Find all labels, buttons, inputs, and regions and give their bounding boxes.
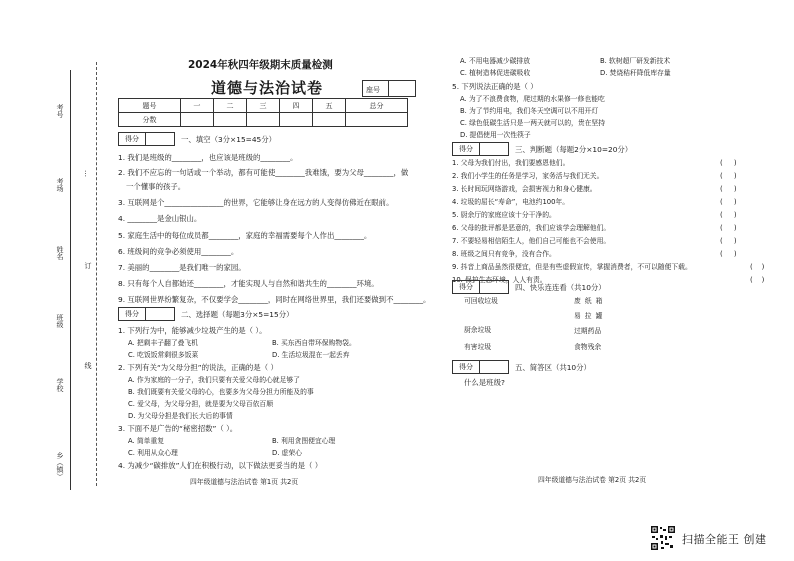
score-header: 四 (279, 99, 312, 113)
fill-blank-6: 6. 班级间的竞争必须使用________。 (118, 247, 239, 256)
binding-exam-id: 考号 (56, 104, 64, 118)
section-score-label: 得分 (118, 132, 146, 146)
section-title: 四、快乐连连看（共10分） (515, 282, 606, 292)
binding-exam-room: 考场 (56, 178, 64, 192)
fill-blank-9: 9. 互联网世界纷繁复杂，不仅要学会________，同时在网络世界里，我们还要做到不________。 (118, 295, 431, 304)
section-score-blank[interactable] (146, 307, 175, 321)
choice-q1-b[interactable]: B. 买东西自带环保购物袋。 (272, 339, 356, 347)
choice-q2: 2. 下列有关“为父母分担”的说法，正确的是（ ） (118, 363, 278, 372)
section1-header (118, 132, 276, 146)
choice-q5-a[interactable]: A. 为了不浪费食物，爬过期的水果修一修也能吃 (460, 95, 605, 103)
score-cell[interactable] (346, 113, 408, 127)
binding-name: 姓名 (56, 246, 64, 260)
score-header: 一 (180, 99, 213, 113)
judge-3: 3. 长时间玩网络游戏，会损害视力和身心健康。 (452, 185, 597, 193)
score-row-label: 分数 (119, 113, 181, 127)
score-cell[interactable] (180, 113, 213, 127)
fill-blank-8: 8. 只有每个人自都始还________，才能实现人与自然和谐共生的________环境。 (118, 279, 379, 288)
section-score-blank[interactable] (480, 280, 509, 294)
fill-blank-5: 5. 家庭生活中的每位成员都________，家庭的幸福需要每个人作出________。 (118, 231, 372, 240)
match-right-2[interactable]: 易拉罐 (574, 312, 607, 320)
judge-answer-1[interactable]: ( ) (720, 159, 737, 167)
binding-school: 学校 (56, 378, 64, 392)
judge-answer-10[interactable]: ( ) (750, 276, 765, 284)
choice-q1: 1. 下列行为中，能够减少垃圾产生的是（ ）。 (118, 326, 267, 335)
score-header: 三 (246, 99, 279, 113)
match-left-2[interactable]: 厨余垃圾 (464, 326, 492, 334)
short-answer-question: 什么是班级? (464, 378, 505, 387)
choice-q3: 3. 下面不是广告的“秘密招数”（ ）。 (118, 424, 238, 433)
judge-1: 1. 父母为我们付出，我们要感恩他们。 (452, 159, 570, 167)
choice-q3-d[interactable]: D. 虚荣心 (272, 449, 302, 457)
qr-code-icon (651, 526, 675, 550)
score-table (118, 98, 408, 127)
section-score-blank[interactable] (146, 132, 175, 146)
judge-8: 8. 班级之间只有竞争，没有合作。 (452, 250, 556, 258)
choice-q1-c[interactable]: C. 吃饭饭常剩很多饭菜 (128, 351, 199, 359)
section-score-blank[interactable] (480, 142, 509, 156)
section-score-label: 得分 (118, 307, 146, 321)
choice-q5: 5. 下列说法正确的是（ ） (452, 82, 538, 91)
section-score-label: 得分 (452, 280, 480, 294)
choice-q2-d[interactable]: D. 为父母分担是我们长大后的事情 (128, 412, 233, 420)
page1-footer: 四年级道德与法治试卷 第1页 共2页 (190, 478, 299, 486)
match-right-1[interactable]: 废纸箱 (574, 297, 607, 305)
judge-answer-4[interactable]: ( ) (720, 198, 737, 206)
fill-blank-4: 4. ________是金山银山。 (118, 214, 202, 223)
match-left-1[interactable]: 可回收垃圾 (464, 297, 498, 305)
choice-q1-d[interactable]: D. 生活垃圾混在一起丢弃 (272, 351, 350, 359)
score-cell[interactable] (246, 113, 279, 127)
match-left-3[interactable]: 有害垃圾 (464, 343, 492, 351)
choice-q4: 4. 为减少“碳排放”人们在积极行动，以下做法更妥当的是（ ） (118, 461, 323, 470)
score-header: 题号 (119, 99, 181, 113)
judge-answer-5[interactable]: ( ) (720, 211, 737, 219)
binding-xian: 线 (84, 362, 92, 369)
section4-header (452, 280, 606, 294)
choice-q2-b[interactable]: B. 我们既要有关爱父母的心，也要多为父母分担力所能及的事 (128, 388, 314, 396)
choice-q4-d[interactable]: D. 焚烧秸秆降低库存量 (600, 69, 671, 77)
score-header: 总分 (346, 99, 408, 113)
section-title: 二、选择题（每题3分×5=15分） (181, 309, 294, 319)
section3-header (452, 142, 632, 156)
choice-q5-d[interactable]: D. 提倡使用一次性筷子 (460, 131, 531, 139)
judge-10: 10. 保护生态环境，人人有责。 (452, 276, 547, 284)
choice-q2-a[interactable]: A. 作为家庭的一分子，我们只要有关爱父母的心就足够了 (128, 376, 300, 384)
binding-dash: … (83, 170, 91, 177)
choice-q4-b[interactable]: B. 软树超厂研发新技术 (600, 57, 671, 65)
judge-answer-9[interactable]: ( ) (750, 263, 765, 271)
binding-line (96, 62, 97, 486)
judge-answer-7[interactable]: ( ) (720, 237, 737, 245)
section-title: 五、简答区（共10分） (515, 362, 591, 372)
score-header: 二 (213, 99, 246, 113)
section5-header (452, 360, 591, 374)
fill-blank-2: 2. 我们不应忘的一句话或一个举动，都有可能使________我难饿，要为父母________，做 (118, 168, 409, 177)
choice-q2-c[interactable]: C. 爱父母，为父母分担，就是要为父母百依百顺 (128, 400, 274, 408)
section-title: 一、填空（3分×15=45分） (181, 134, 277, 144)
match-right-3[interactable]: 过期药品 (574, 327, 602, 335)
scanner-watermark: 扫描全能王 创建 (682, 533, 767, 546)
binding-township: 乡（镇） (56, 452, 64, 480)
match-right-4[interactable]: 食物残余 (574, 343, 602, 351)
fill-blank-2-cont: 一个懂事的孩子。 (126, 182, 186, 191)
seat-box[interactable] (362, 80, 416, 97)
short-answer-area[interactable] (464, 392, 764, 464)
exam-title: 道德与法治试卷 (211, 79, 324, 97)
section-score-label: 得分 (452, 360, 480, 374)
judge-9: 9. 抖音上商品虽然很便宜，但是有些虚假宣传，掌握消费者，不可以随便下载。 (452, 263, 692, 271)
choice-q5-b[interactable]: B. 为了节约用电，我们冬天空调可以不用开灯 (460, 107, 599, 115)
binding-ding: 订 (84, 262, 92, 269)
judge-answer-6[interactable]: ( ) (720, 224, 737, 232)
judge-2: 2. 我们小学生的任务是学习，家务活与我们无关。 (452, 172, 604, 180)
exam-year-title: 2024年秋四年级期末质量检测 (188, 59, 333, 71)
choice-q1-a[interactable]: A. 把剩丰子翻了叠飞机 (128, 339, 199, 347)
score-header: 五 (312, 99, 345, 113)
judge-6: 6. 父母的批评都是恶意的，我们应该学会理解他们。 (452, 224, 611, 232)
score-cell[interactable] (279, 113, 312, 127)
choice-q5-c[interactable]: C. 绿色低碳生活只是一两天就可以的，贵在坚持 (460, 119, 606, 127)
page2-footer: 四年级道德与法治试卷 第2页 共2页 (538, 476, 647, 484)
fill-blank-1: 1. 我们是班级的________，也应该是班级的________。 (118, 153, 298, 162)
section2-header (118, 307, 294, 321)
score-cell[interactable] (312, 113, 345, 127)
binding-field-line (70, 70, 71, 490)
seat-label: 座号 (366, 86, 380, 94)
judge-4: 4. 垃圾的屈长“寿命”，电池约100年。 (452, 198, 570, 206)
section-title: 三、判断题（每题2分×10=20分） (515, 144, 633, 154)
judge-answer-8[interactable]: ( ) (720, 250, 737, 258)
choice-q4-c[interactable]: C. 植树造林促进碳吸收 (460, 69, 531, 77)
choice-q3-a[interactable]: A. 简单重复 (128, 437, 165, 445)
fill-blank-7: 7. 美丽的________是我们唯一的家园。 (118, 263, 246, 272)
judge-answer-2[interactable]: ( ) (720, 172, 737, 180)
binding-class: 班级 (56, 314, 64, 328)
judge-5: 5. 厨余厅的家庭应该十分干净的。 (452, 211, 556, 219)
choice-q4-a[interactable]: A. 不用电器减少碳排放 (460, 57, 531, 65)
fill-blank-3: 3. 互联网是个________________的世界，它能够让身在远方的人变得仿佛近在眼前。 (118, 198, 394, 207)
score-cell[interactable] (213, 113, 246, 127)
section-score-label: 得分 (452, 142, 480, 156)
section-score-blank[interactable] (480, 360, 509, 374)
judge-answer-3[interactable]: ( ) (720, 185, 737, 193)
choice-q3-c[interactable]: C. 利用从众心理 (128, 449, 178, 457)
choice-q3-b[interactable]: B. 利用贪图便宜心理 (272, 437, 336, 445)
judge-7: 7. 不要轻易相信陌生人，他们自己可能也不会使用。 (452, 237, 611, 245)
